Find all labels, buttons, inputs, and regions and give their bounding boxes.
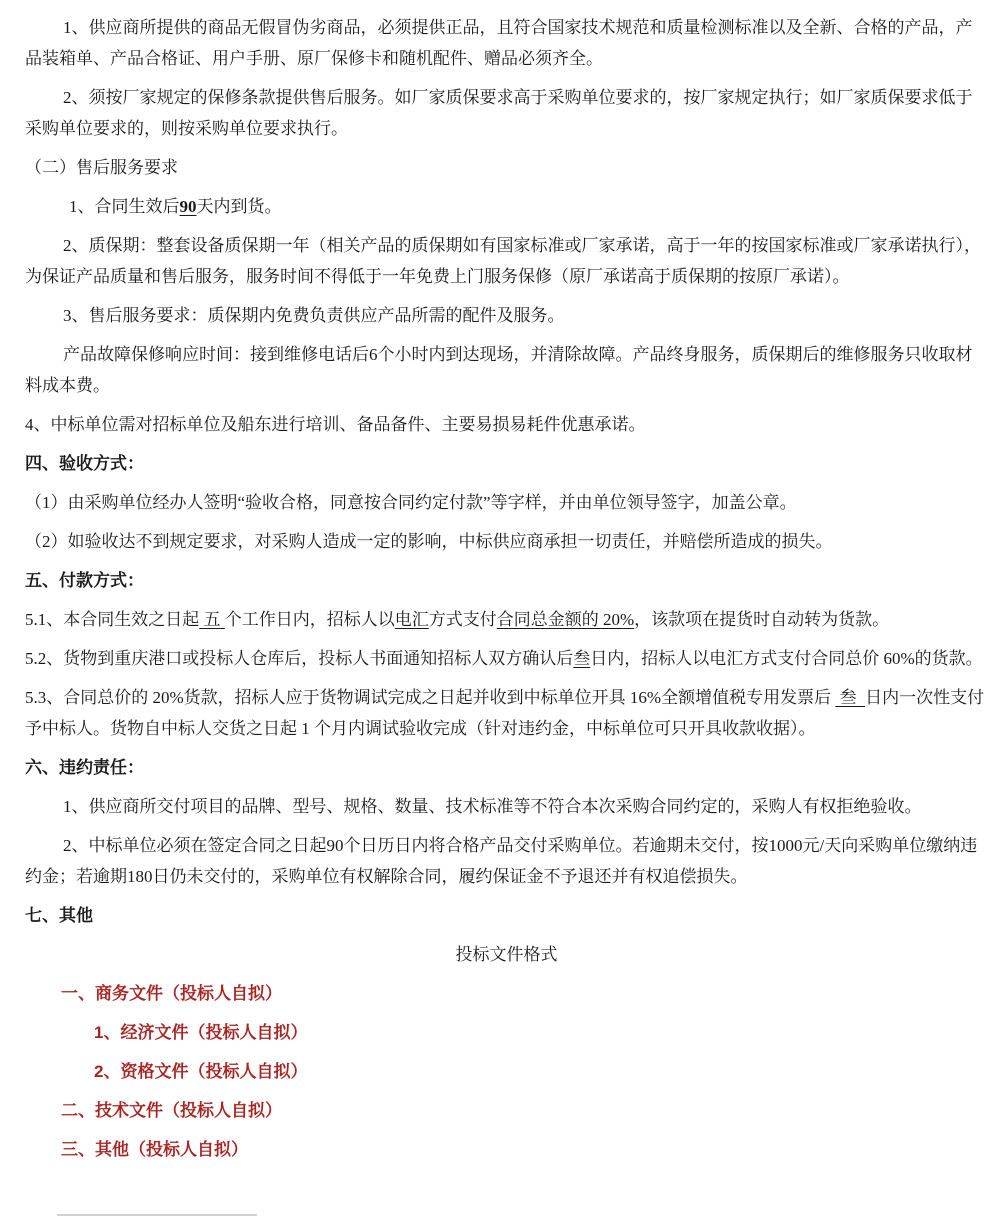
text-run: 日内一次性支付予中标人。货物自中标人交货之日起 1 个月内调试验收完成（针对违约金，中标单位可只开具收款收据）。: [25, 688, 985, 738]
text-run: 2、须按厂家规定的保修条款提供售后服务。如厂家质保要求高于采购单位要求的，按厂家规定执行；如厂家质保要求低于采购单位要求的，则按采购单位要求执行。: [25, 88, 973, 138]
section-heading: [25, 900, 988, 931]
text-run: 二、技术文件（投标人自拟）: [61, 1101, 282, 1120]
text-run: 叁: [573, 649, 591, 668]
bid-format-subitem: [94, 1056, 988, 1087]
section-heading: [25, 752, 988, 783]
clause-paragraph: [25, 152, 988, 183]
clause-paragraph: [25, 409, 988, 440]
text-run: 5.2、货物到重庆港口或投标人仓库后，投标人书面通知招标人双方确认后: [25, 649, 574, 668]
text-run: （二）售后服务要求: [25, 158, 178, 177]
format-section-title: [25, 939, 988, 970]
section-heading: [25, 565, 988, 596]
text-run: 一、商务文件（投标人自拟）: [61, 984, 282, 1003]
text-run: 五、付款方式：: [25, 571, 144, 590]
text-run: 2、质保期：整套设备质保期一年（相关产品的质保期如有国家标准或厂家承诺，高于一年的按国家标准或厂家承诺执行），为保证产品质量和售后服务，服务时间不得低于一年免费上门服务保修（原厂承诺高于质保期的按原厂承诺）。: [25, 236, 981, 286]
text-run: 四、验收方式：: [25, 454, 144, 473]
clause-paragraph: [25, 300, 988, 331]
text-run: 三、其他（投标人自拟）: [61, 1140, 248, 1159]
clause-paragraph: [25, 526, 988, 557]
clause-paragraph: [25, 339, 988, 401]
text-run: 五: [199, 610, 225, 629]
text-run: 2、资格文件（投标人自拟）: [94, 1062, 308, 1081]
text-run: 1、供应商所交付项目的品牌、型号、规格、数量、技术标准等不符合本次采购合同约定的，采购人有权拒绝验收。: [63, 797, 922, 816]
text-run: 5.3、合同总价的 20%货款，招标人应于货物调试完成之日起并收到中标单位开具 16%全额增值税专用发票后: [25, 688, 836, 707]
clause-paragraph: [25, 643, 988, 674]
text-run: 个工作日内，招标人以: [224, 610, 395, 629]
text-run: （1）由采购单位经办人签明“验收合格，同意按合同约定付款”等字样，并由单位领导签字，加盖公章。: [25, 493, 797, 512]
text-run: 5.1、本合同生效之日起: [25, 610, 200, 629]
bid-format-item: [61, 978, 988, 1009]
text-run: 方式支付: [428, 610, 497, 629]
text-run: 1、供应商所提供的商品无假冒伪劣商品，必须提供正品，且符合国家技术规范和质量检测标准以及全新、合格的产品，产品装箱单、产品合格证、用户手册、原厂保修卡和随机配件、赠品必须齐全。: [25, 18, 973, 68]
clause-paragraph: [25, 604, 988, 635]
clause-paragraph: [25, 230, 988, 292]
text-run: 日内，招标人以电汇方式支付合同总价 60%的货款。: [590, 649, 983, 668]
text-run: 4、中标单位需对招标单位及船东进行培训、备品备件、主要易损易耗件优惠承诺。: [25, 415, 646, 434]
text-run: 产品故障保修响应时间：接到维修电话后6个小时内到达现场，并清除故障。产品终身服务，质保期后的维修服务只收取材料成本费。: [25, 345, 973, 395]
document-body: [25, 12, 988, 1165]
clause-paragraph: [25, 791, 988, 822]
text-run: 天内到货。: [196, 197, 282, 216]
text-run: 1、经济文件（投标人自拟）: [94, 1023, 308, 1042]
text-run: 七、其他: [25, 906, 93, 925]
bid-format-subitem: [94, 1017, 988, 1048]
text-run: 六、违约责任：: [25, 758, 144, 777]
clause-paragraph: [25, 82, 988, 144]
clause-paragraph: [25, 682, 988, 744]
text-run: 叁: [835, 688, 866, 707]
text-run: 电汇: [394, 610, 429, 629]
clause-paragraph: [25, 191, 988, 222]
text-run: 2、中标单位必须在签定合同之日起90个日历日内将合格产品交付采购单位。若逾期未交付，按1000元/天向采购单位缴纳违约金；若逾期180日仍未交付的，采购单位有权解除合同，履约保证金不予退还并有权追偿损失。: [25, 836, 978, 886]
text-run: ，该款项在提货时自动转为货款。: [634, 610, 890, 629]
bid-format-item: [61, 1095, 988, 1126]
clause-paragraph: [25, 830, 988, 892]
clause-paragraph: [25, 12, 988, 74]
text-run: （2）如验收达不到规定要求，对采购人造成一定的影响，中标供应商承担一切责任，并赔偿所造成的损失。: [25, 532, 833, 551]
text-run: 1、合同生效后: [69, 197, 180, 216]
text-run: 90: [179, 197, 197, 216]
clause-paragraph: [25, 487, 988, 518]
bid-format-item: [61, 1134, 988, 1165]
text-run: 合同总金额的 20%: [496, 610, 635, 629]
clipped-next-row-artifact: [57, 1214, 257, 1216]
text-run: 投标文件格式: [455, 945, 558, 964]
section-heading: [25, 448, 988, 479]
text-run: 3、售后服务要求：质保期内免费负责供应产品所需的配件及服务。: [63, 306, 565, 325]
